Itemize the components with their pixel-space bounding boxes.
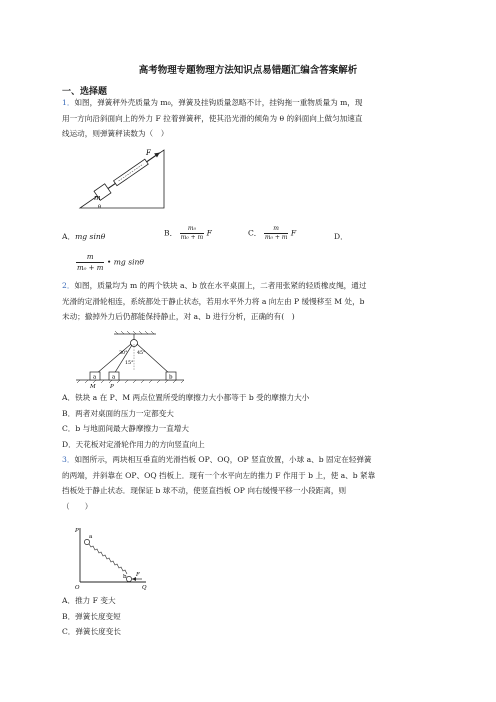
option-D-label: D． xyxy=(334,232,348,241)
option-expr: mg sinθ xyxy=(75,232,106,241)
question-line: 未动；撤掉外力后仍都能保持静止，对 a、b 进行分析，正确的有( ) xyxy=(62,312,295,321)
label-angle: 15° xyxy=(125,361,134,366)
question-line: 线运动，则弹簧秤读数为（ ） xyxy=(62,129,169,138)
fraction: $\frac{\text{m₀}}{\text{m₀ + m}}$ xyxy=(180,225,204,241)
label-angle: 30° xyxy=(119,351,128,356)
option-B xyxy=(164,225,212,242)
label-P: P xyxy=(110,384,114,390)
question-2-options xyxy=(62,390,442,452)
option-label: A． xyxy=(62,232,76,241)
label-b: b xyxy=(123,574,127,580)
question-number: 3． xyxy=(62,455,75,464)
label-a: a xyxy=(93,374,97,381)
option-tail: F xyxy=(206,228,212,238)
rope-to-b xyxy=(137,344,170,374)
label-M: M xyxy=(90,384,96,390)
question-line: （ ） xyxy=(62,501,93,511)
question-3-options xyxy=(62,593,442,640)
option-A: A．推力 F 变大 xyxy=(62,596,116,605)
rope-to-M xyxy=(96,344,131,374)
label-a: a xyxy=(112,374,116,381)
spring-scale-casing xyxy=(114,159,149,186)
fraction: $\frac{m}{\text{m₀ + m}}$ xyxy=(264,225,288,241)
label-F: F xyxy=(136,572,140,578)
section-heading: 一、选择题 xyxy=(62,87,108,97)
ball-b xyxy=(126,576,131,581)
question-line: 光滑的定滑轮相连，系统都处于静止状态，若用水平外力将 a 向左由 P 缓慢移至 M 处，b xyxy=(62,296,365,306)
question-line: 挡板处于静止状态．现保证 b 球不动，使竖直挡板 OP 向右缓慢平移一小段距离，则 xyxy=(62,486,347,495)
label-a: a xyxy=(89,534,93,540)
label-Q: Q xyxy=(142,585,147,591)
question-1-text xyxy=(62,95,442,142)
option-C: C．弹簧长度变长 xyxy=(62,627,121,636)
question-2-text xyxy=(62,278,442,325)
rope-to-P xyxy=(114,345,132,374)
option-tail: F xyxy=(290,228,297,238)
label-O: O xyxy=(75,585,80,591)
label-angle: 45° xyxy=(137,351,146,356)
option-C: C．b 与地面间最大静摩擦力一直增大 xyxy=(62,424,189,433)
option-label: C． xyxy=(248,228,262,238)
label-b: b xyxy=(169,374,173,381)
option-A xyxy=(62,231,105,242)
question-number: 1． xyxy=(62,98,75,107)
question-line: 用一方向沿斜面向上的外力 F 拉着弹簧秤，使其沿光滑的倾角为 θ 的斜面向上做匀加速直 xyxy=(62,113,363,123)
option-B: B．弹簧长度变短 xyxy=(62,611,121,621)
question-line: 如图，质量均为 m 的两个铁块 a、b 放在水平桌面上，二者用张紧的轻质橡皮绳，通过 xyxy=(74,281,367,290)
option-D xyxy=(76,252,144,273)
fraction: $\frac{m}{\text{m₀ + m}}$ xyxy=(77,253,104,272)
label-m: m xyxy=(94,194,101,202)
label-theta: θ xyxy=(98,204,102,210)
ball-a xyxy=(84,539,89,544)
option-label: B． xyxy=(164,228,178,238)
plates-figure xyxy=(74,524,150,592)
page-title: 高考物理专题物理方法知识点易错题汇编含答案解析 xyxy=(138,65,358,76)
question-number: 2． xyxy=(62,281,75,290)
question-line: 的两端，并斜靠在 OP、OQ 挡板上．现有一个水平向左的推力 F 作用于 b 上，使 a、b 紧靠 xyxy=(62,470,376,480)
label-P: P xyxy=(75,528,79,534)
question-line: 如图所示，两块相互垂直的光滑挡板 OP、OQ，OP 竖直放置，小球 a、b 固定在轻弹簧 xyxy=(74,455,372,464)
option-D: D．天花板对定滑轮作用力的方向竖直向上 xyxy=(62,439,205,449)
label-F: F xyxy=(146,149,151,157)
pulley-figure xyxy=(74,330,186,390)
option-C xyxy=(248,225,296,242)
option-tail: • mg sinθ xyxy=(106,257,144,267)
spring xyxy=(89,544,127,574)
option-A: A．铁块 a 在 P、M 两点位置所受的摩擦力大小都等于 b 受的摩擦力大小 xyxy=(62,393,310,402)
question-line: 如图，弹簧秤外壳质量为 m₀，弹簧及挂钩质量忽略不计，挂钩拖一重物质量为 m，现 xyxy=(74,98,363,107)
spring-scale-body xyxy=(94,148,163,200)
incline-figure xyxy=(78,142,168,210)
option-B: B．两者对桌面的压力一定都变大 xyxy=(62,408,174,418)
question-3-text xyxy=(62,452,442,514)
